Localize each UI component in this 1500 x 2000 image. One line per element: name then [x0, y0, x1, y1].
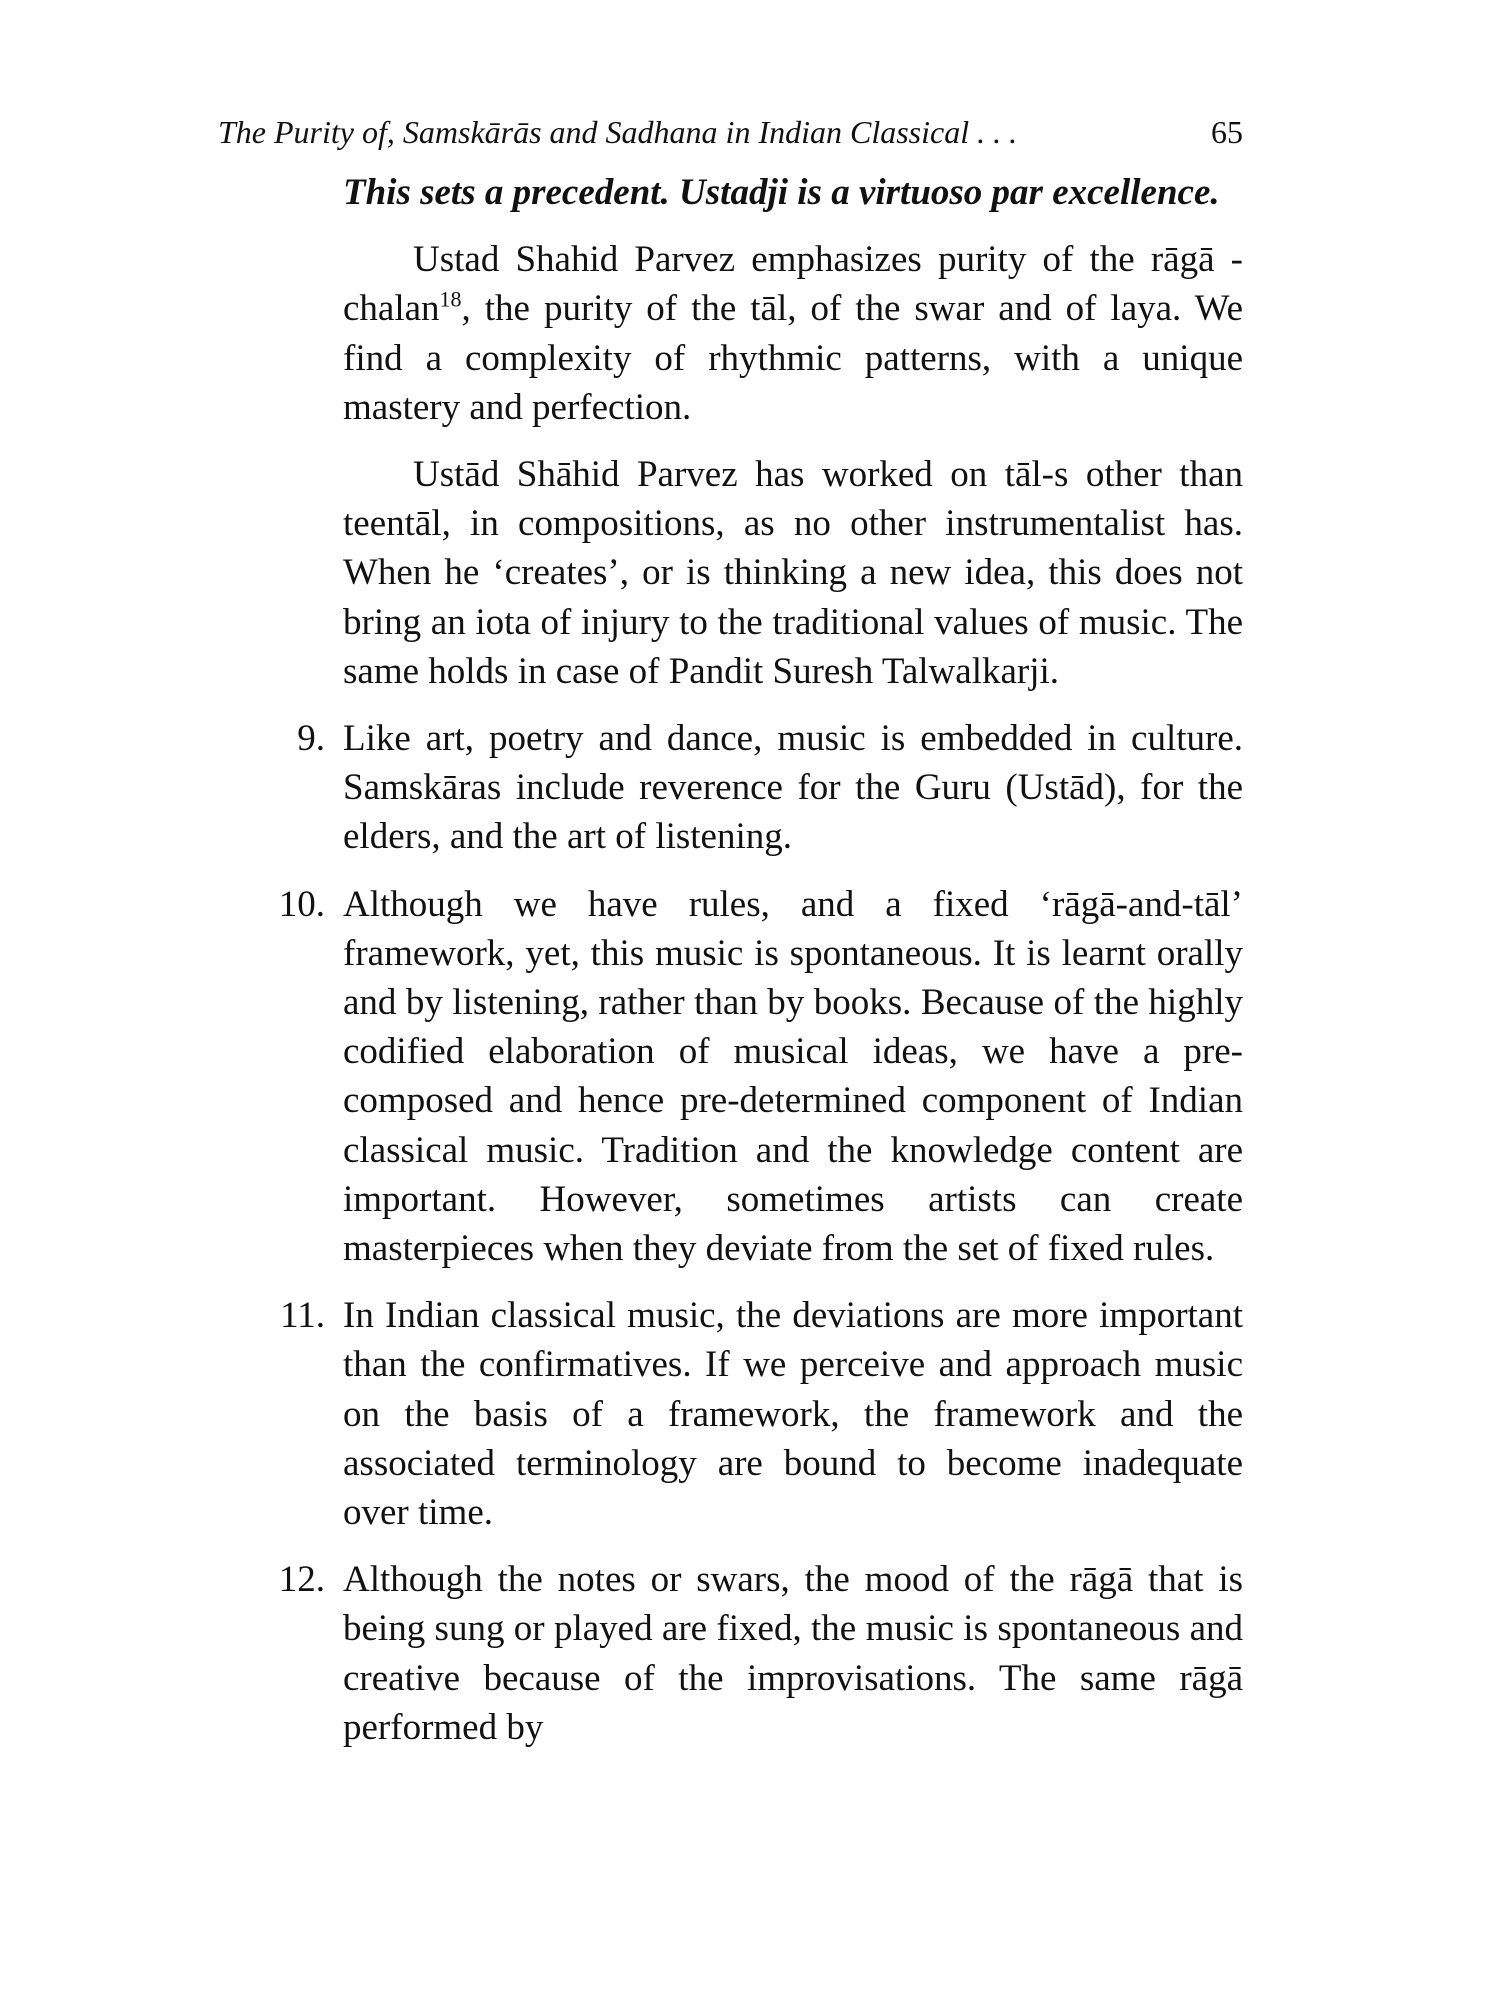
- body-text: [278, 168, 1243, 1770]
- running-head-title: The Purity of, Samskārās and Sadhana in Indian Classical . . .: [218, 114, 1018, 150]
- page-number: 65: [1211, 114, 1243, 150]
- paragraph-text: Ustad Shahid Parvez emphasizes purity of the rāgā -chalan: [343, 239, 1243, 330]
- list-item-number: 10.: [278, 883, 325, 925]
- list-item-text: Although the notes or swars, the mood of the rāgā that is being sung or played are fixed, the music is spontaneous and creative because of the improvisations. The same rāgā performed by: [343, 1559, 1243, 1748]
- list-item-11: [280, 1291, 1243, 1537]
- paragraph-shahid-parvez-tal: Ustād Shāhid Parvez has worked on tāl-s other than teentāl, in compositions, as no other instrumentalist has. When he ‘creates’, or is thinking a new idea, this does not bring an iota of injury to the traditional values of music. The same holds in case of Pandit Suresh Talwalkarji.: [343, 454, 1243, 692]
- list-item-text: Like art, poetry and dance, music is embedded in culture. Samskāras include reverence for the Guru (Ustād), for the elders, and the art of listening.: [343, 718, 1243, 858]
- list-item-9: [297, 714, 1243, 862]
- list-item-text: In Indian classical music, the deviations are more important than the confirmatives. If we perceive and approach music on the basis of a framework, the framework and the associated terminology are bound to become inadequate over time.: [343, 1295, 1243, 1534]
- list-item-10: [278, 880, 1243, 1274]
- list-item-number: 11.: [280, 1295, 325, 1337]
- running-head: [218, 108, 1243, 156]
- paragraph-text-continued: , the purity of the tāl, of the swar and of laya. We find a complexity of rhythmic patterns, with a unique mastery and perfection.: [343, 288, 1243, 428]
- bold-statement: This sets a precedent. Ustadji is a virtuoso par excellence.: [343, 172, 1220, 213]
- paragraph-shahid-parvez-purity: [343, 235, 1243, 432]
- list-item-number: 12.: [278, 1559, 325, 1601]
- list-item-number: 9.: [297, 718, 325, 760]
- footnote-ref-18: 18: [439, 287, 462, 313]
- list-item-text: Although we have rules, and a fixed ‘rāgā-and-tāl’ framework, yet, this music is spontaneous. It is learnt orally and by listening, rather than by books. Because of the highly codified elaboration of musical ideas, we have a pre-composed and hence pre-determined component of Indian classical music. Tradition and the knowledge content are important. However, sometimes artists can create masterpieces when they deviate from the set of fixed rules.: [343, 883, 1243, 1270]
- list-item-12: [278, 1555, 1243, 1752]
